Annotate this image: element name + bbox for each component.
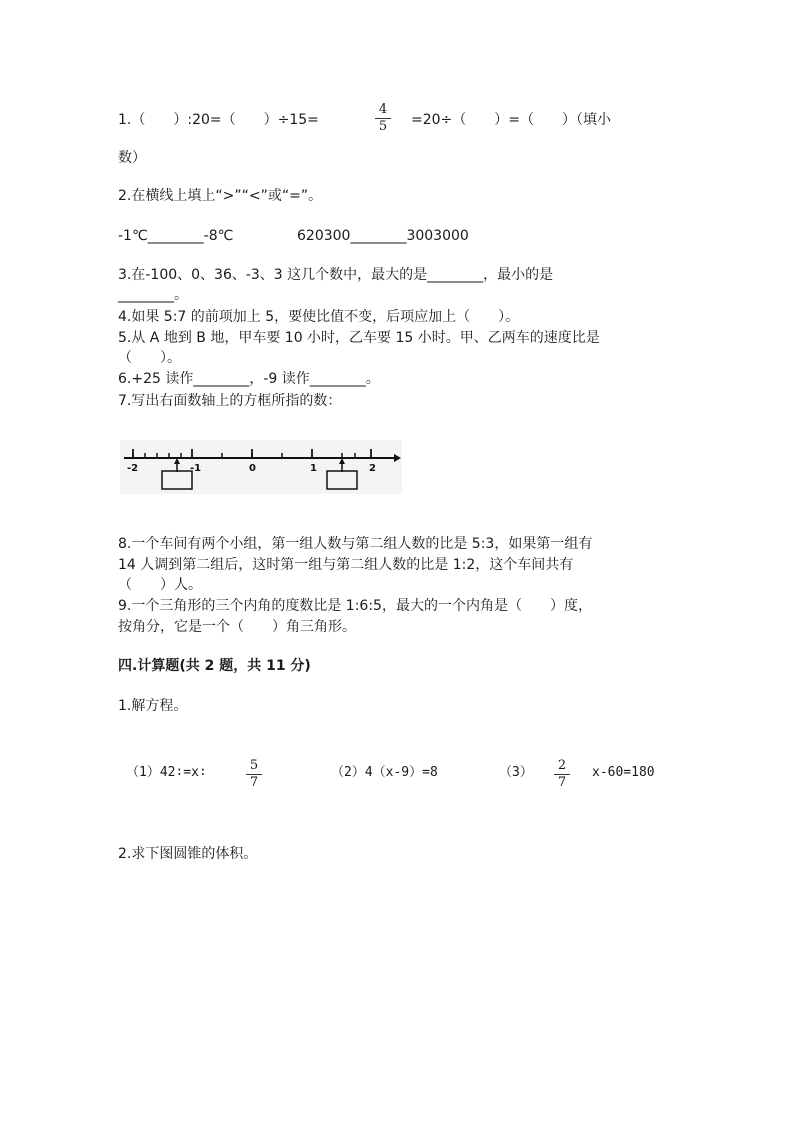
q1-fraction	[375, 103, 391, 134]
tick-label-2: 2	[369, 463, 376, 474]
q2-title: 2.在横线上填上“>”“<”或“=”。	[118, 188, 323, 204]
q5-line2: （ ）。	[118, 350, 181, 366]
problem2-title: 2.求下图圆锥的体积。	[118, 846, 258, 862]
number-line-figure	[120, 440, 402, 494]
equation-1-text: （1）42∶=x∶	[126, 765, 207, 780]
tick-label-neg1: -1	[190, 463, 202, 474]
tick-label-1: 1	[310, 463, 317, 474]
q7-title: 7.写出右面数轴上的方框所指的数：	[118, 393, 342, 409]
tick-label-neg2: -2	[127, 463, 139, 474]
equation-1-fraction	[246, 759, 262, 790]
q1-fraction-numerator: 4	[378, 102, 388, 117]
q2-compare-b: 620300________3003000	[297, 228, 469, 244]
q2-compare-a: -1℃________-8℃	[118, 228, 234, 244]
section-heading: 四.计算题(共 2 题，共 11 分)	[118, 658, 311, 674]
q8-line1: 8.一个车间有两个小组，第一组人数与第二组人数的比是 5:3，如果第一组有	[118, 536, 593, 552]
problem1-title: 1.解方程。	[118, 698, 188, 714]
q6: 6.+25 读作________，-9 读作________。	[118, 371, 380, 387]
q5-line1: 5.从 A 地到 B 地，甲车要 10 小时，乙车要 15 小时。甲、乙两车的速度比是	[118, 330, 600, 346]
equation-2: （2）4（x-9）=8	[331, 765, 438, 780]
q1-fraction-denominator: 5	[378, 119, 388, 134]
q8-line2: 14 人调到第二组后，这时第一组与第二组人数的比是 1:2，这个车间共有	[118, 557, 574, 573]
tick-label-0: 0	[249, 463, 256, 474]
equation-3-fraction	[554, 759, 570, 790]
q9-line1: 9.一个三角形的三个内角的度数比是 1:6:5，最大的一个内角是（ ）度，	[118, 598, 592, 614]
equation-1-fraction-denominator: 7	[249, 775, 259, 790]
q1-part2: =20÷（ ）=（ ）（填小	[411, 112, 612, 128]
equation-3-fraction-denominator: 7	[557, 775, 567, 790]
q1-part1: 1.（ ）:20=（ ）÷15=	[118, 112, 319, 128]
q4: 4.如果 5:7 的前项加上 5，要使比值不变，后项应加上（ ）。	[118, 309, 520, 325]
q3-line1: 3.在-100、0、36、-3、3 这几个数中，最大的是________，最小的是	[118, 267, 554, 283]
equation-1-fraction-numerator: 5	[249, 758, 259, 773]
equation-3-fraction-numerator: 2	[557, 758, 567, 773]
equation-3-text: x-60=180	[592, 765, 655, 780]
q8-line3: （ ）人。	[118, 577, 202, 593]
q1-continuation: 数）	[118, 150, 146, 166]
equation-3-label: （3）	[499, 765, 533, 780]
q3-line2: ________。	[118, 287, 188, 303]
q9-line2: 按角分，它是一个（ ）角三角形。	[118, 619, 356, 635]
